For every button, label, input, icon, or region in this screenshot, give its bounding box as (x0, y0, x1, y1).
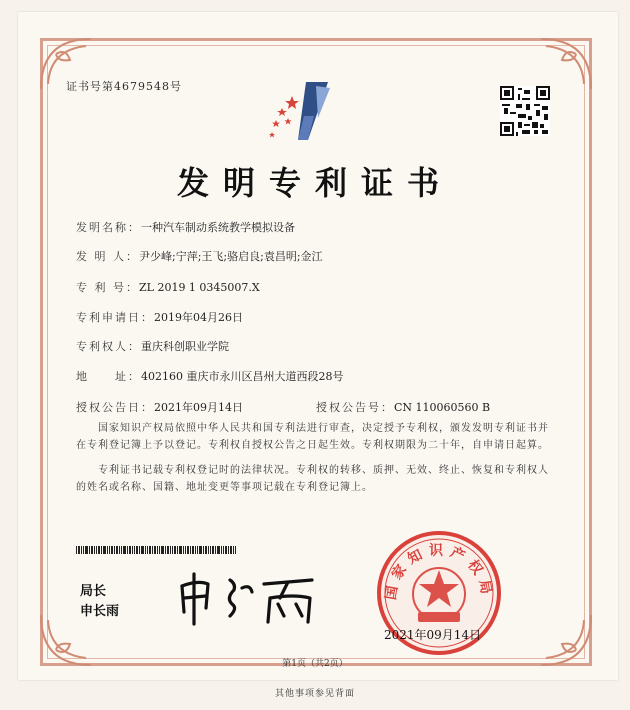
certificate-number: 证书号第4679548号 (66, 80, 182, 93)
back-note: 其他事项参见背面 (274, 689, 355, 699)
director-signature-icon (172, 568, 320, 628)
registry-paragraph: 专利证书记载专利权登记时的法律状况。专利权的转移、质押、无效、终止、恢复和专利权人的姓名或名称、国籍、地址变更等事项记载在专利登记簿上。 (76, 465, 549, 493)
announce-number-value: CN 110060560 B (394, 401, 491, 414)
invention-name-row (76, 219, 295, 235)
page-number: 第1页（共2页） (282, 659, 348, 669)
inventor-row (76, 248, 323, 264)
filing-date-label: 专利申请日： (76, 311, 154, 324)
director-name: 申长雨 (80, 604, 120, 619)
patentee-label: 专利权人： (76, 340, 141, 353)
cnipa-logo-icon (258, 76, 344, 146)
announce-date-value: 2021年09月14日 (154, 401, 243, 414)
announce-number-row (316, 399, 490, 415)
invention-name-value: 一种汽车制动系统教学模拟设备 (141, 221, 295, 234)
grant-paragraph: 国家知识产权局依照中华人民共和国专利法进行审查，决定授予专利权，颁发发明专利证书并在专利登记簿上予以登记。专利权自授权公告之日起生效。专利权期限为二十年，自申请日起算。 (76, 423, 549, 451)
address-row (76, 368, 343, 384)
patent-number-label: 专 利 号： (76, 281, 139, 294)
seal-date: 2021年09月14日 (384, 628, 482, 642)
patentee-value: 重庆科创职业学院 (141, 340, 229, 353)
filing-date-value: 2019年04月26日 (154, 311, 243, 324)
address-value: 402160 重庆市永川区昌州大道西段28号 (141, 370, 344, 383)
director-title: 局长 (80, 584, 107, 599)
seal-text: 国家知识产权局 (383, 543, 495, 602)
certificate-title: 发明专利证书 (176, 164, 453, 202)
qr-code-icon (500, 86, 550, 136)
announce-number-label: 授权公告号： (316, 401, 394, 414)
patent-number-value: ZL 2019 1 0345007.X (139, 281, 260, 294)
filing-date-row (76, 309, 243, 325)
patentee-row (76, 338, 229, 354)
corner-ornament-icon (536, 34, 596, 94)
inventor-label: 发 明 人： (76, 250, 139, 263)
address-label: 地 址： (76, 370, 141, 383)
announce-date-row (76, 399, 243, 415)
invention-name-label: 发明名称： (76, 221, 141, 234)
announce-date-label: 授权公告日： (76, 401, 154, 414)
patent-number-row (76, 279, 260, 295)
inventor-value: 尹少峰;宁萍;王飞;骆启良;袁昌明;金江 (139, 250, 323, 263)
barcode-icon (76, 546, 236, 554)
